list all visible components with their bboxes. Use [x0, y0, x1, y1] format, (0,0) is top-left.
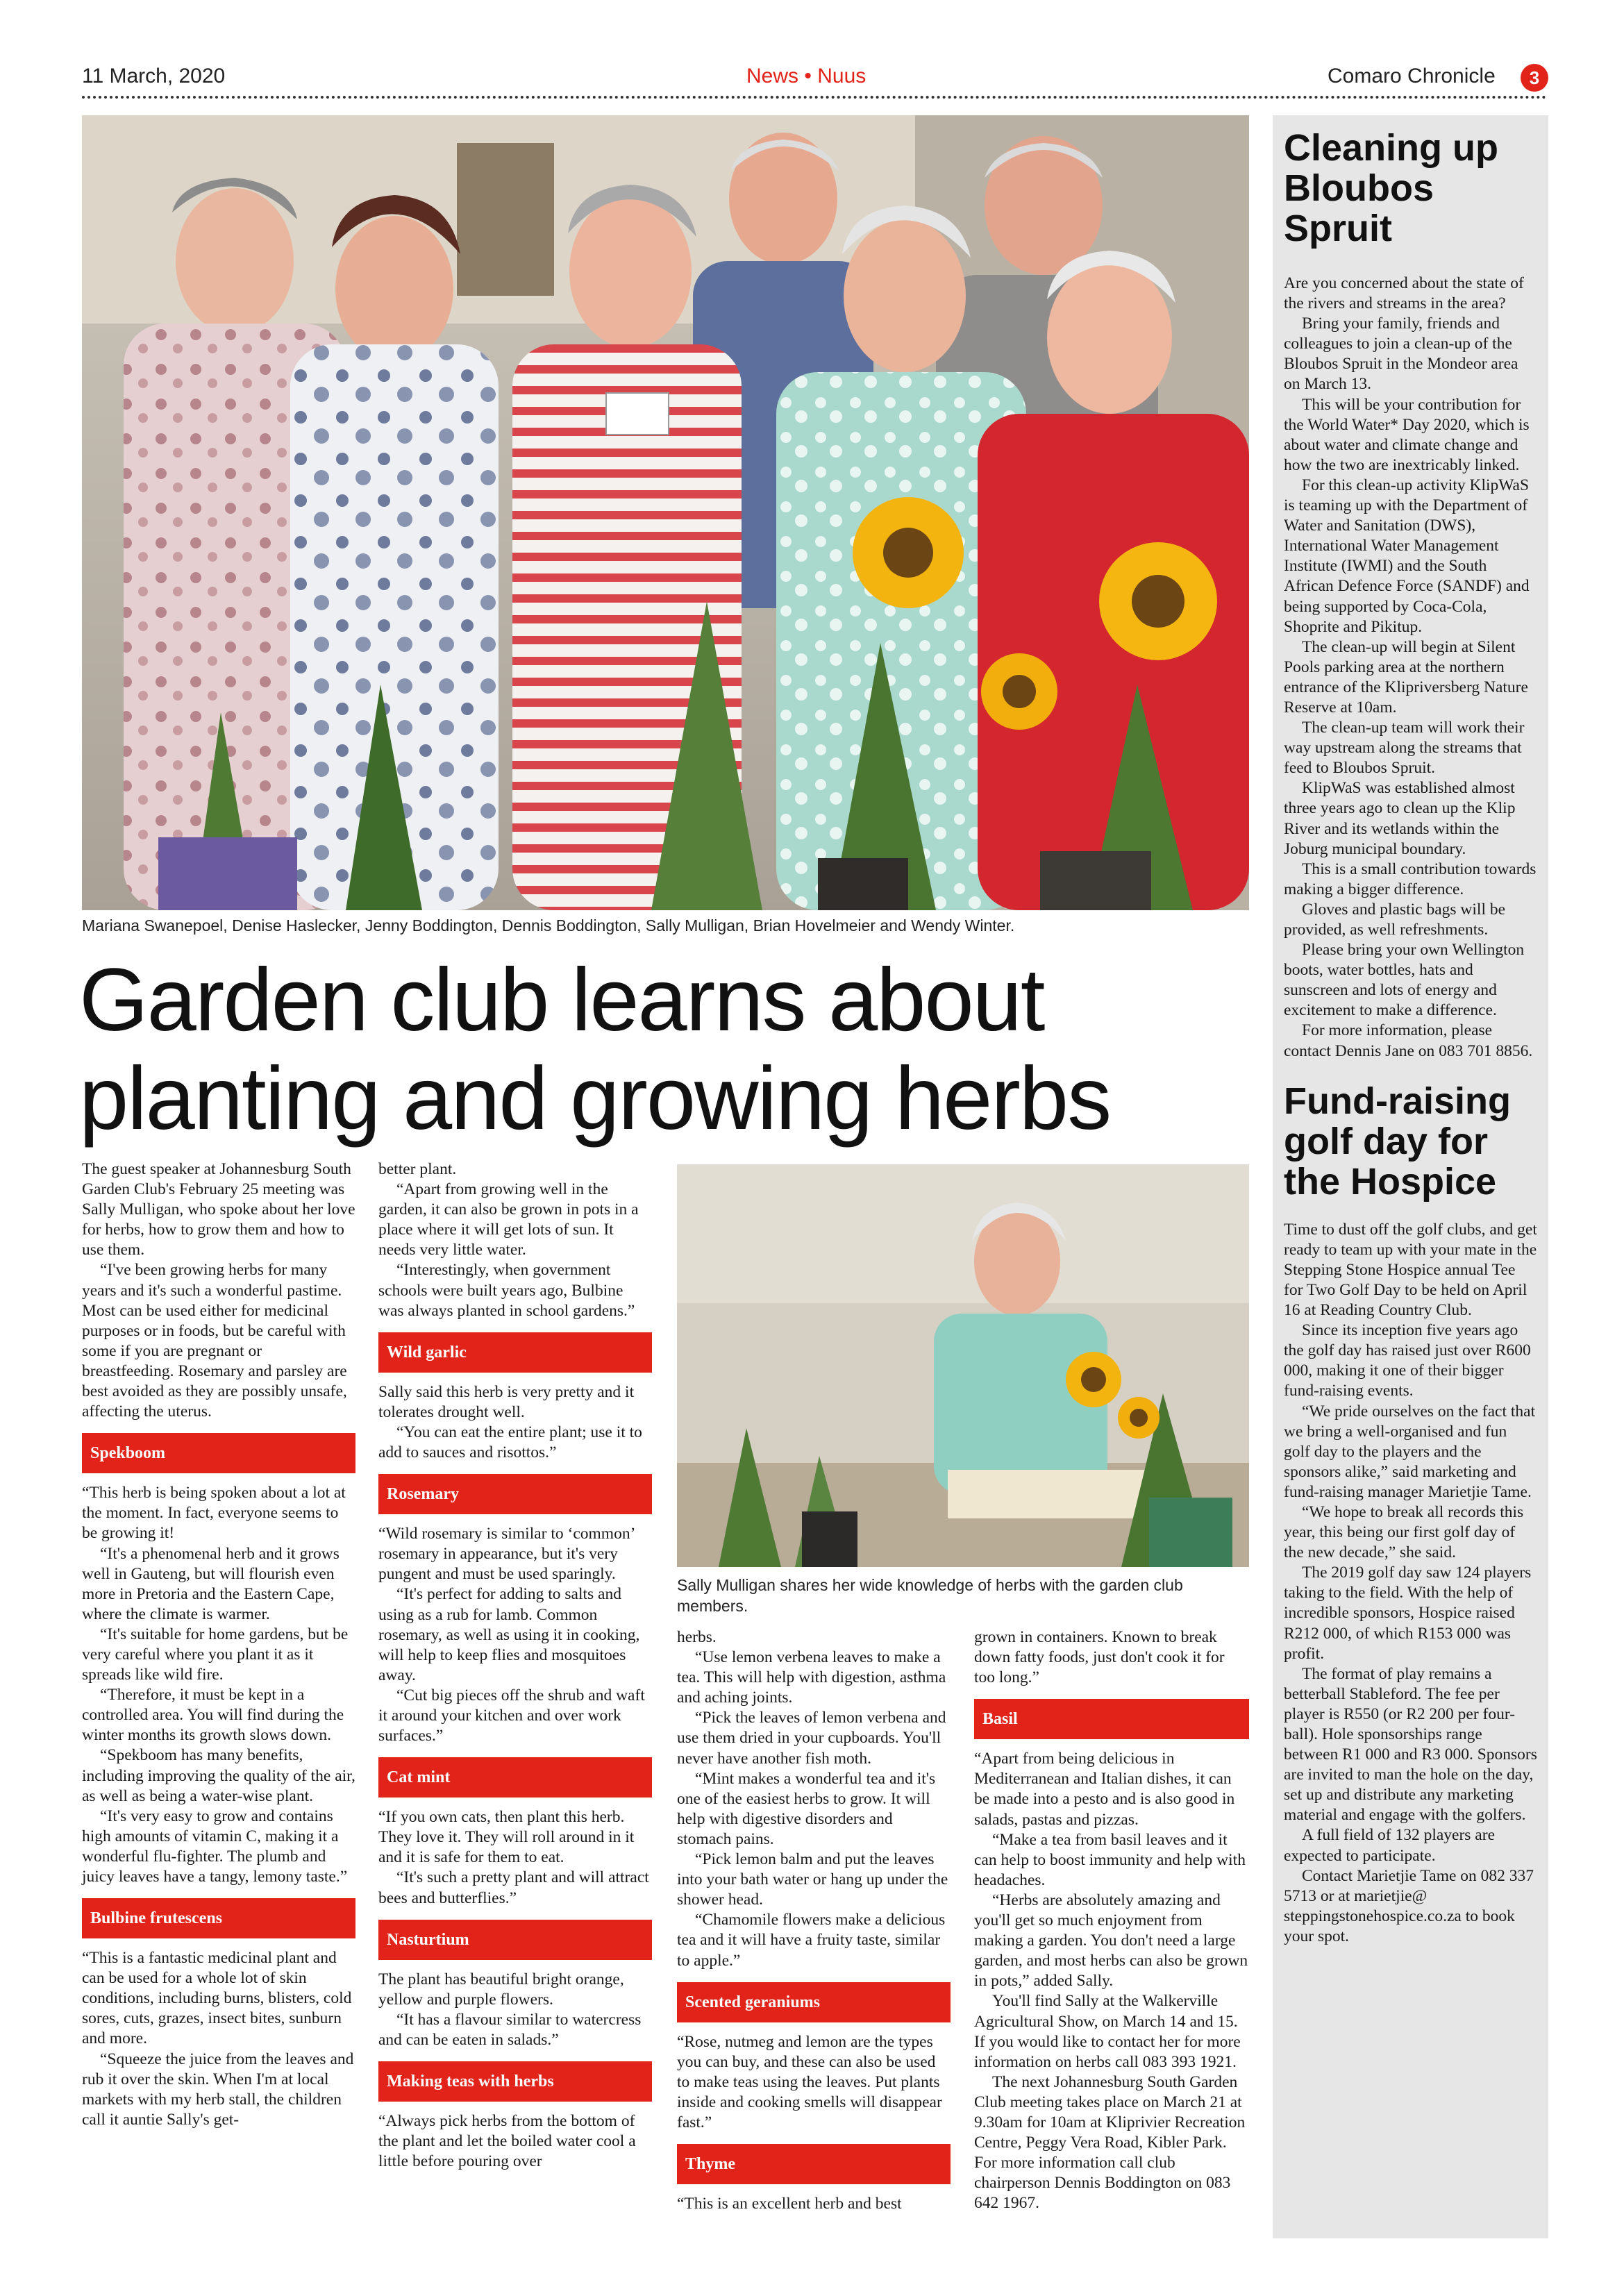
article-column-1 [82, 1159, 355, 2130]
sidebar-para: “We pride ourselves on the fact that we bring a well-organised and fun golf day to the players and the sponsors alike,” said marketing and fund-raising manager Marietjie Tame. [1284, 1402, 1536, 1501]
sunflower-icon [853, 497, 964, 608]
col1-para: “It's suitable for home gardens, but be very careful where you plant it as it spreads like wild fire. [82, 1625, 349, 1684]
main-photo [82, 115, 1249, 910]
subhead-nasturtium: Nasturtium [378, 1920, 652, 1960]
sunflower-icon [1066, 1352, 1121, 1407]
subhead-making-teas: Making teas with herbs [378, 2061, 652, 2102]
col1-para: “Spekboom has many benefits, including improving the quality of the air, as well as being a water-wise plant. [82, 1746, 355, 1805]
sidebar-para: The 2019 golf day saw 124 players taking to the field. With the help of incredible sponsors, Hospice raised R212 000, of which R153 000 was profit. [1284, 1564, 1532, 1663]
col4-para: You'll find Sally at the Walkerville Agricultural Show, on March 14 and 15. If you would like to contact her for more information on herbs call 083 393 1921. [974, 1992, 1241, 2071]
col4-para: “Apart from being delicious in Mediterranean and Italian dishes, it can be made into a pesto and is also good in salads, pastas and pizzas. [974, 1750, 1235, 1829]
col3-para: “Chamomile flowers make a delicious tea and it will have a fruity taste, similar to apple.” [677, 1911, 946, 1970]
col2-para: The plant has beautiful bright orange, yellow and purple flowers. [378, 1970, 624, 2009]
header-rule [82, 96, 1547, 99]
col2-para: “Wild rosemary is similar to ‘common’ rosemary in appearance, but it's very pungent and must be used sparingly. [378, 1525, 635, 1584]
subhead-basil: Basil [974, 1699, 1249, 1739]
col1-para: “It's a phenomenal herb and it grows well in Gauteng, but will flourish even more in Pretoria and the Eastern Cape, where the climate is warmer. [82, 1544, 340, 1623]
col3-para: “Pick lemon balm and put the leaves into your bath water or hang up under the shower head. [677, 1850, 948, 1909]
paper-name: Comaro Chronicle [1328, 65, 1496, 87]
article-column-3 [677, 1627, 951, 2214]
sidebar-para: Time to dust off the golf clubs, and get ready to team up with your mate in the Stepping Stone Hospice annual Tee for Two Golf Day to be held on April 16 at Reading Country Club. [1284, 1220, 1537, 1320]
subhead-thyme: Thyme [677, 2144, 951, 2184]
second-photo-caption: Sally Mulligan shares her wide knowledge of herbs with the garden club members. [677, 1576, 1183, 1615]
col1-para: “It's very easy to grow and contains high amounts of vitamin C, making it a wonderful flu-fighter. The plumb and juicy leaves have a tangy, lemony taste.” [82, 1807, 348, 1886]
col2-para: “Interestingly, when government schools were built years ago, Bulbine was always planted in school gardens.” [378, 1261, 635, 1320]
article-column-4 [974, 1627, 1249, 2213]
second-photo [677, 1164, 1249, 1567]
sidebar-para: Contact Marietjie Tame on 082 337 5713 or at marietjie@ steppingstonehospice.co.za to book your spot. [1284, 1866, 1534, 1945]
sidebar-title-bloubos: Cleaning up Bloubos Spruit [1284, 127, 1498, 249]
subhead-bulbine: Bulbine frutescens [82, 1898, 355, 1938]
section-en: News [746, 65, 799, 87]
subhead-wild-garlic: Wild garlic [378, 1332, 652, 1373]
sidebar [1273, 115, 1548, 2238]
sidebar-story-golf [1273, 1062, 1548, 1947]
col2-para: “Always pick herbs from the bottom of the plant and let the boiled water cool a little before pouring over [378, 2112, 636, 2171]
headline [79, 951, 1110, 1148]
col3-para: “Rose, nutmeg and lemon are the types you can buy, and these can also be used to make teas using the leaves. Put plants inside and cooking smells will disappear fast.” [677, 2032, 942, 2131]
col2-para: Sally said this herb is very pretty and it tolerates drought well. [378, 1382, 635, 1421]
sidebar-para: The format of play remains a betterball Stableford. The fee per player is R550 (or R2 200 per four-ball). Hole sponsorships range between R1 000 and R3 000. Sponsors are invited to man the hole on the day, set up and distribute any marketing material and engage with the golfers. [1284, 1664, 1537, 1825]
sunflower-icon [1118, 1397, 1160, 1439]
sidebar-para: The clean-up team will work their way upstream along the streams that feed to Bloubos Spruit. [1284, 719, 1525, 778]
subhead-scented-geraniums: Scented geraniums [677, 1982, 951, 2022]
sunflower-icon [981, 653, 1057, 730]
sidebar-text-bloubos [1284, 274, 1537, 1062]
col3-para: “This is an excellent herb and best [677, 2195, 902, 2213]
sidebar-para: KlipWaS was established almost three years ago to clean up the Klip River and its wetlands within the Joburg municipal boundary. [1284, 779, 1516, 858]
col4-para: “Herbs are absolutely amazing and you'll get so much enjoyment from making a garden. You don't need a large garden, and most herbs can also be grown in pots,” added Sally. [974, 1891, 1248, 1991]
group-photo-illustration [82, 115, 1249, 910]
headline-line-1: Garden club learns about [79, 950, 1044, 1050]
col3-para: “Mint makes a wonderful tea and it's one of the easiest herbs to grow. It will help with digestive disorders and stomach pains. [677, 1769, 936, 1848]
col2-para: “Apart from growing well in the garden, it can also be grown in pots in a place where it will get lots of sun. It needs very little water. [378, 1180, 639, 1259]
col1-para: “Therefore, it must be kept in a controlled area. You will find during the winter months its growth slows down. [82, 1686, 344, 1745]
col1-para: “Squeeze the juice from the leaves and rub it over the skin. When I'm at local markets with my herb stall, the children call it auntie Sally's get- [82, 2050, 354, 2129]
col2-para: “It's perfect for adding to salts and using as a rub for lamb. Common rosemary, as well as using it in cooking, will help to keep flies and mosquitoes away. [378, 1585, 640, 1684]
section-af: Nuus [817, 65, 867, 87]
issue-date: 11 March, 2020 [82, 65, 226, 87]
sidebar-para: The clean-up will begin at Silent Pools parking area at the northern entrance of the Klipriversberg Nature Reserve at 10am. [1284, 637, 1528, 717]
sidebar-para: This will be your contribution for the World Water* Day 2020, which is about water and climate change and how the two are inextricably linked. [1284, 395, 1530, 474]
page-number: 3 [1521, 64, 1548, 92]
main-photo-caption: Mariana Swanepoel, Denise Haslecker, Jenny Boddington, Dennis Boddington, Sally Mulligan, Brian Hovelmeier and Wendy Winter. [82, 916, 1015, 935]
col2-para: better plant. [378, 1160, 457, 1178]
col1-para: “I've been growing herbs for many years and it's such a wonderful pastime. Most can be used either for medicinal purposes or in foods, but be careful with some if you are pregnant or breastfeeding. Rosemary and parsley are best avoided as they are possibly unsafe, affecting the uterus. [82, 1261, 347, 1421]
sidebar-para: This is a small contribution towards making a bigger difference. [1284, 860, 1537, 898]
sidebar-para: For more information, please contact Dennis Jane on 083 701 8856. [1284, 1021, 1533, 1060]
col3-para: herbs. [677, 1628, 717, 1646]
col4-para: grown in containers. Known to break down fatty foods, just don't cook it for too long.” [974, 1628, 1225, 1687]
subhead-rosemary: Rosemary [378, 1474, 652, 1514]
col2-para: “It has a flavour similar to watercress and can be eaten in salads.” [378, 2010, 642, 2049]
sidebar-para: Since its inception five years ago the golf day has raised just over R600 000, making it one of their bigger fund-raising events. [1284, 1321, 1531, 1400]
col3-para: “Pick the leaves of lemon verbena and use them dried in your cupboards. You'll never have another fish moth. [677, 1709, 946, 1768]
col1-para: “This herb is being spoken about a lot at the moment. In fact, everyone seems to be growing it! [82, 1484, 346, 1543]
article-column-2 [378, 1159, 652, 2172]
sidebar-title-golf: Fund-raising golf day for the Hospice [1284, 1080, 1511, 1203]
col3-para: “Use lemon verbena leaves to make a tea. This will help with digestion, asthma and aching joints. [677, 1648, 946, 1707]
sidebar-para: For this clean-up activity KlipWaS is teaming up with the Department of Water and Sanitation (DWS), International Water Management Institute (IWMI) and the South African Defence Force (SANDF) and being supported by Coca-Cola, Shoprite and Pikitup. [1284, 476, 1530, 636]
headline-line-2: planting and growing herbs [79, 1049, 1111, 1148]
section-label [746, 65, 866, 88]
col2-para: “Cut big pieces off the shrub and waft it around your kitchen and over work surfaces.” [378, 1686, 645, 1745]
sidebar-para: Bring your family, friends and colleagues to join a clean-up of the Bloubos Spruit in the Mondeor area on March 13. [1284, 315, 1518, 394]
sidebar-para: Gloves and plastic bags will be provided, as well refreshments. [1284, 900, 1506, 939]
col1-para: “This is a fantastic medicinal plant and can be used for a whole lot of skin conditions, including burns, blisters, cold sores, cuts, grazes, insect bites, sunburn and more. [82, 1949, 352, 2048]
sidebar-para: Please bring your own Wellington boots, water bottles, hats and sunscreen and lots of energy and excitement to make a difference. [1284, 941, 1525, 1020]
sidebar-text-golf [1284, 1220, 1537, 1947]
subhead-spekboom: Spekboom [82, 1433, 355, 1473]
sidebar-story-bloubos [1273, 115, 1548, 1062]
sidebar-para: “We hope to break all records this year, this being our first golf day of the new decade,” she said. [1284, 1502, 1524, 1562]
subhead-cat-mint: Cat mint [378, 1757, 652, 1798]
col2-para: “If you own cats, then plant this herb. They love it. They will roll around in it and it is safe for them to eat. [378, 1808, 635, 1867]
col4-para: The next Johannesburg South Garden Club meeting takes place on March 21 at 9.30am for 10am at Kliprivier Recreation Centre, Peggy Vera Road, Kibler Park. For more information call club chairperson Dennis Boddington on 083 642 1967. [974, 2072, 1246, 2213]
col1-para: The guest speaker at Johannesburg South Garden Club's February 25 meeting was Sally Mulligan, who spoke about her love for herbs, how to grow them and how to use them. [82, 1160, 355, 1259]
col2-para: “You can eat the entire plant; use it to add to sauces and risottos.” [378, 1423, 642, 1462]
section-bullet: • [804, 65, 812, 87]
sunflower-icon [1099, 542, 1217, 660]
sally-photo-illustration [677, 1164, 1249, 1567]
col4-para: “Make a tea from basil leaves and it can help to boost immunity and help with headaches. [974, 1830, 1246, 1889]
sidebar-para: A full field of 132 players are expected to participate. [1284, 1826, 1495, 1865]
sidebar-para: Are you concerned about the state of the rivers and streams in the area? [1284, 274, 1524, 313]
col2-para: “It's such a pretty plant and will attract bees and butterflies.” [378, 1868, 649, 1907]
